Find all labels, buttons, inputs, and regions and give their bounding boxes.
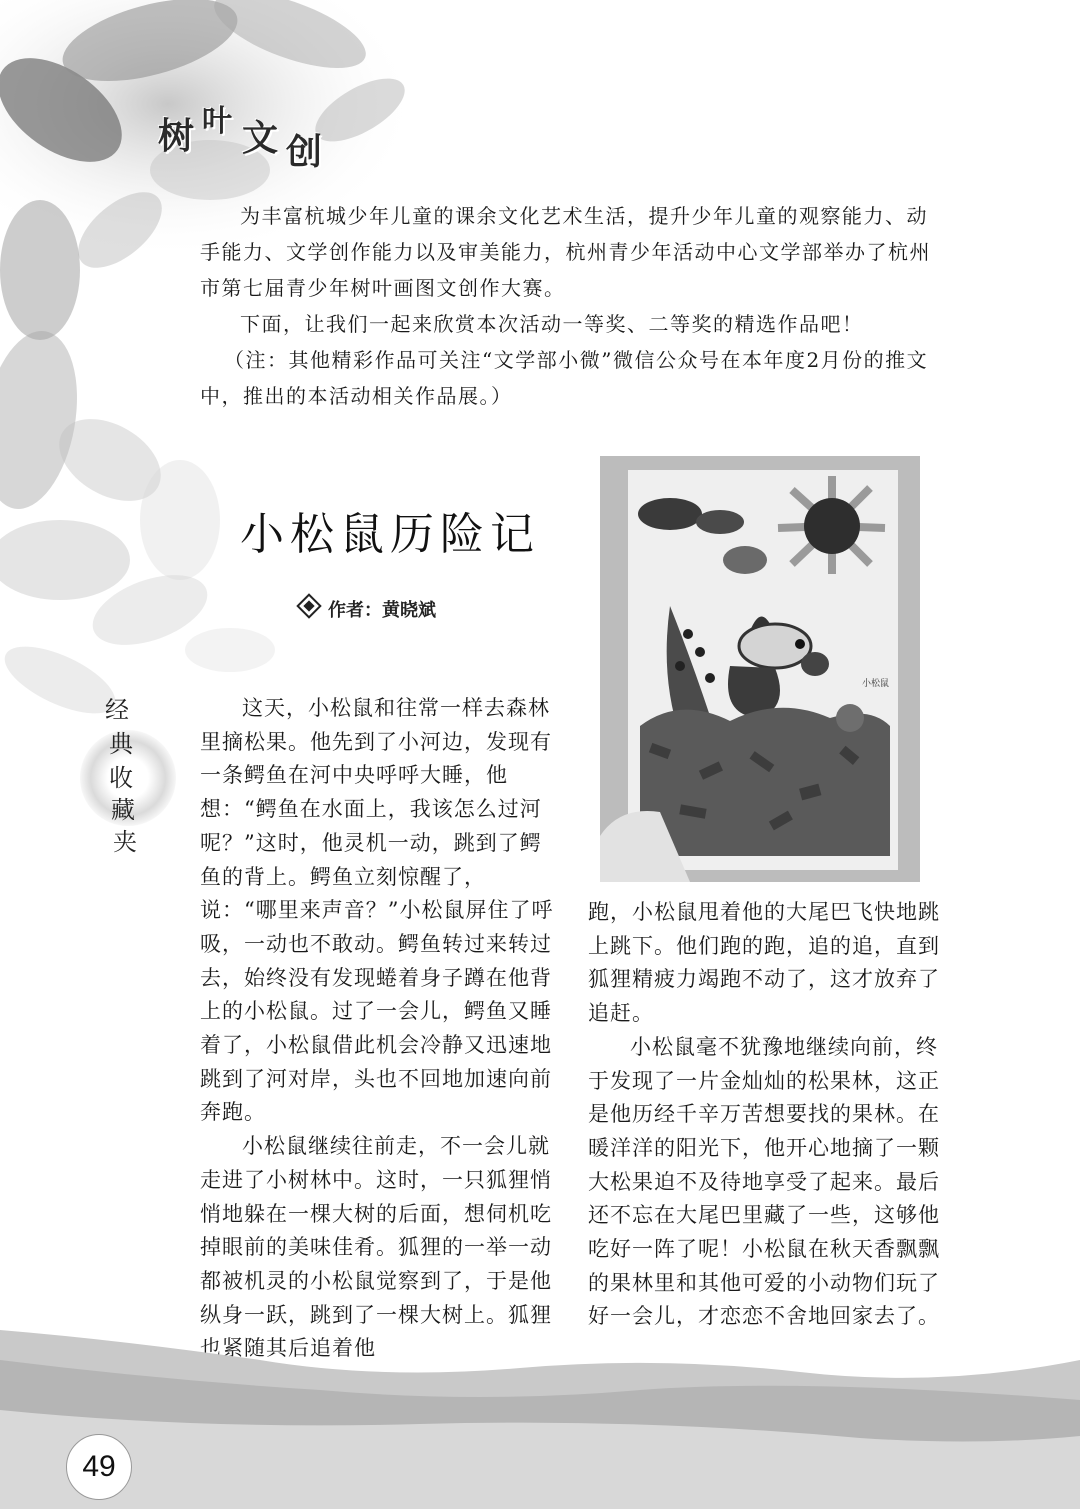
story-left-column <box>200 692 560 1366</box>
side-label-classic-collection <box>90 690 170 856</box>
column-header-title <box>158 96 358 173</box>
story-author <box>300 596 540 622</box>
header-char: 树 <box>158 116 195 157</box>
story-paragraph: 小松鼠继续往前走，不一会儿就走进了小树林中。这时，一只狐狸悄悄地躲在一棵大树的后面，想伺机吃掉眼前的美味佳肴。狐狸的一举一动都被机灵的小松鼠觉察到了，于是他纵身一跃，跳到了一棵大树上。狐狸也紧随其后追着他 <box>200 1134 552 1361</box>
bottom-wave-decoration <box>0 1320 1080 1509</box>
side-label-char: 夹 <box>113 828 137 856</box>
story-title: 小松鼠历险记 <box>240 509 540 560</box>
intro-note: （注：其他精彩作品可关注“文学部小微”微信公众号在本年度2月份的推文中，推出的本活动相关作品展。） <box>200 348 929 408</box>
intro-paragraph: 下面，让我们一起来欣赏本次活动一等奖、二等奖的精选作品吧！ <box>240 312 864 336</box>
leaf-art-photo <box>600 456 920 882</box>
header-char: 文 <box>242 118 279 159</box>
side-label-char: 收 <box>109 764 133 792</box>
intro-section <box>200 198 945 414</box>
side-label-char: 经 <box>105 696 129 724</box>
story-paragraph: 跑，小松鼠甩着他的大尾巴飞快地跳上跳下。他们跑的跑，追的追，直到狐狸精疲力竭跑不动了，这才放弃了追赶。 <box>588 900 940 1026</box>
header-char: 创 <box>286 132 323 173</box>
story-paragraph: 小松鼠毫不犹豫地继续向前，终于发现了一片金灿灿的松果林，这正是他历经千辛万苦想要找的果林。在暖洋洋的阳光下，他开心地摘了一颗大松果迫不及待地享受了起来。最后还不忘在大尾巴里藏了一些，这够他吃好一阵了呢！小松鼠在秋天香飘飘的果林里和其他可爱的小动物们玩了好一会儿，才恋恋不舍地回家去了。 <box>588 1034 940 1329</box>
intro-paragraph: 为丰富杭城少年儿童的课余文化艺术生活，提升少年儿童的观察能力、动手能力、文学创作能力以及审美能力，杭州青少年活动中心文学部举办了杭州市第七届青少年树叶画图文创作大赛。 <box>200 204 931 300</box>
story-paragraph: 这天，小松鼠和往常一样去森林里摘松果。他先到了小河边，发现有一条鳄鱼在河中央呼呼大睡，他想：“鳄鱼在水面上，我该怎么过河呢？”这时，他灵机一动，跳到了鳄鱼的背上。鳄鱼立刻惊醒了，说：“哪里来声音？”小松鼠屏住了呼吸，一动也不敢动。鳄鱼转过来转过去，始终没有发现蜷着身子蹲在他背上的小松鼠。过了一会儿，鳄鱼又睡着了，小松鼠借此机会冷静又迅速地跳到了河对岸，头也不回地加速向前奔跑。 <box>200 696 554 1125</box>
side-label-char: 藏 <box>111 796 135 824</box>
leaf-art-illustration <box>600 456 920 882</box>
diamond-bullet-icon <box>296 593 321 618</box>
author-text: 作者：黄晓斌 <box>328 600 436 621</box>
artwork-signature: 小松鼠 <box>862 679 890 689</box>
header-char: 叶 <box>202 104 232 139</box>
story-right-column <box>588 896 948 1334</box>
side-label-char: 典 <box>109 730 133 758</box>
page-number: 49 <box>66 1434 132 1500</box>
